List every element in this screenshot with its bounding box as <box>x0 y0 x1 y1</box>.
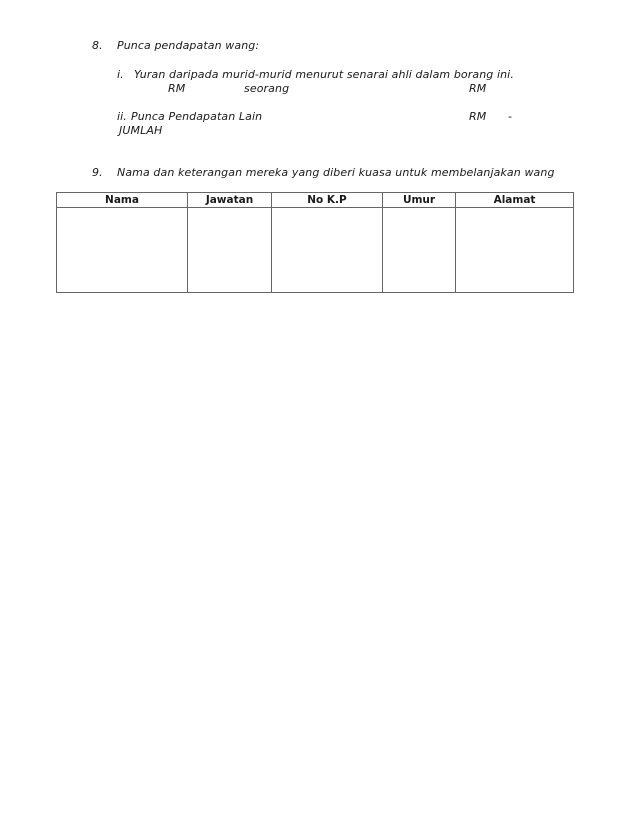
authorized-persons-table <box>56 192 574 293</box>
cell-umur <box>383 208 456 293</box>
section9-title: Nama dan keterangan mereka yang diberi kuasa untuk membelanjakan wang <box>117 166 555 179</box>
table-header-row <box>57 193 574 208</box>
column-header-umur: Umur <box>383 193 456 208</box>
section8-number: 8. <box>92 39 103 52</box>
column-header-jawatan: Jawatan <box>188 193 272 208</box>
cell-alamat <box>456 208 574 293</box>
section8-title: Punca pendapatan wang: <box>117 39 260 52</box>
item-ii-label: ii. <box>117 110 127 123</box>
item-i-text: Yuran daripada murid-murid menurut senarai ahli dalam borang ini. <box>134 68 514 81</box>
column-header-nama: Nama <box>57 193 188 208</box>
item-i-per-person: seorang <box>244 82 290 95</box>
item-i-label: i. <box>117 68 124 81</box>
item-ii-text: Punca Pendapatan Lain <box>131 110 263 123</box>
column-header-alamat: Alamat <box>456 193 574 208</box>
jumlah-label: JUMLAH <box>119 124 163 137</box>
section9-number: 9. <box>92 166 103 179</box>
item-i-rm-total-label: RM <box>469 82 487 95</box>
cell-no-kp <box>272 208 383 293</box>
table-row <box>57 208 574 293</box>
item-ii-dash: - <box>508 110 513 123</box>
item-ii-rm-label: RM <box>469 110 487 123</box>
cell-nama <box>57 208 188 293</box>
item-i-rm-label: RM <box>168 82 186 95</box>
column-header-no-kp: No K.P <box>272 193 383 208</box>
cell-jawatan <box>188 208 272 293</box>
